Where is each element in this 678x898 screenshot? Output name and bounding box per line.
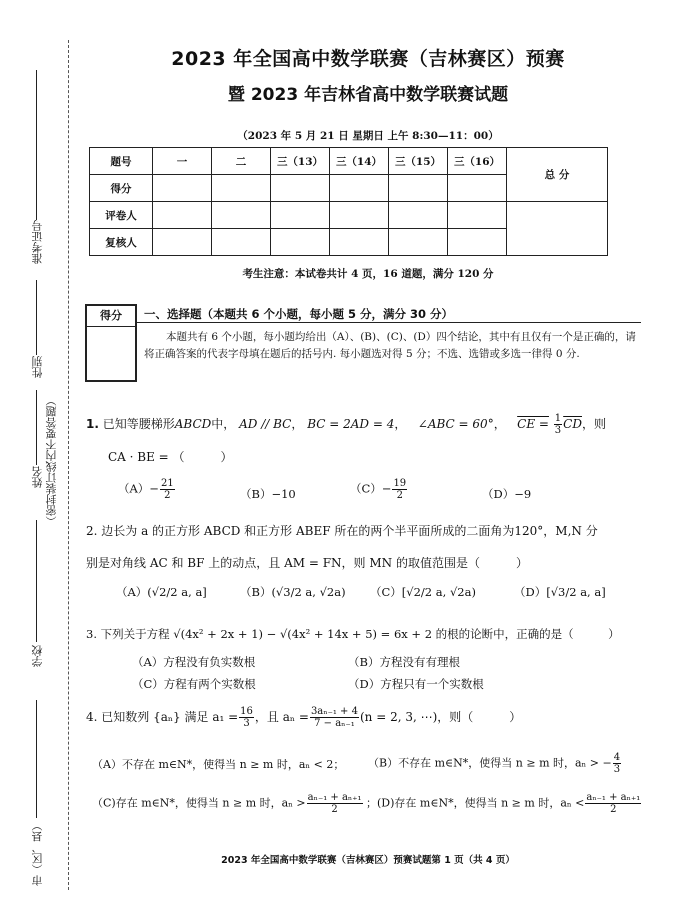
binding-line [68,40,69,890]
school-label: 学校 [31,645,44,667]
score-cell [153,175,212,202]
gender-label: 性别 [31,356,44,378]
city-label: 市（区、县） [31,820,44,886]
q4-option-c: （C)存在 m∈N*，使得当 n ≥ m 时，aₙ > $\frac{\text{aₙ₋₁ + aₙ₊₁}}{2}$ [92,792,362,815]
q4-option-d: ；(D)存在 m∈N*，使得当 n ≥ m 时，aₙ < $\frac{\text{aₙ₋₁ + aₙ₊₁}}{2}$ [366,792,641,815]
q1-fraction: $\frac{1}{3}$ [554,413,562,436]
score-cell [271,175,330,202]
score-header: 三（14） [330,148,389,175]
page-footer: 2023 年全国高中数学联赛（吉林赛区）预赛试题第 1 页（共 4 页） [221,855,515,866]
q1-text: 已知等腰梯形 [102,417,175,431]
q3-option-a: （A）方程没有负实数根 [132,655,256,669]
score-header: 三（15） [389,148,448,175]
q3-option-d: （D）方程只有一个实数根 [348,677,484,691]
score-cell [212,229,271,256]
score-row-label: 得分 [90,175,153,202]
q2-option-a: （A）(√2/2 a, a] [116,585,207,599]
score-cell [153,202,212,229]
score-cell [448,175,507,202]
q2-option-c: （C）[√2/2 a, √2a) [370,585,476,599]
score-cell [330,175,389,202]
question-2-cont: 别是对角线 AC 和 BF 上的动点，且 AM = FN，则 MN 的取值范围是（ ） [86,556,528,570]
exam-datetime: （2023 年 5 月 21 日 星期日 上午 8:30—11：00） [237,130,499,142]
section-score-box [85,304,137,382]
name-label: 姓名 [31,466,44,488]
q1-length: BC = 2AD = 4 [307,417,395,431]
score-cell [389,202,448,229]
score-cell [389,229,448,256]
question-1: 1. 已知等腰梯形ABCD中， AD // BC， BC = 2AD = 4， ∠ABC = 60°， CE = $\frac{1}{3}$ $\overline{CD}$，则 [86,413,606,436]
question-number: 1. [86,417,99,431]
q1-option-b: （B）−10 [240,487,296,501]
page-title: 2023 年全国高中数学联赛（吉林赛区）预赛 [171,48,565,70]
score-cell [271,202,330,229]
q1-option-c: （C）− $\frac{19}{2}$ [350,478,407,501]
score-row-label: 复核人 [90,229,153,256]
score-cell [448,229,507,256]
total-score-cell [507,202,608,256]
score-row-label: 评卷人 [90,202,153,229]
score-header: 题号 [90,148,153,175]
gender-line [36,280,37,355]
score-cell [330,202,389,229]
score-cell [212,175,271,202]
name-line [36,390,37,465]
section-score-label: 得分 [87,306,135,327]
q1-angle: ∠ABC = 60° [417,417,494,431]
q1-option-d: （D）−9 [482,487,532,501]
total-score-header: 总 分 [507,148,608,202]
q2-option-b: （B）(√3/2 a, √2a) [240,585,346,599]
city-line [36,700,37,818]
exam-number-label: 准考证号 [31,220,44,264]
score-header: 三（16） [448,148,507,175]
score-table [89,147,608,256]
q1-then: ，则 [581,417,606,431]
score-header: 一 [153,148,212,175]
q1-option-a: （A）− $\frac{21}{2}$ [118,478,174,501]
q4-option-a: （A）不存在 m∈N*，使得当 n ≥ m 时，aₙ < 2； [92,758,345,771]
score-cell [389,175,448,202]
score-cell [153,229,212,256]
exam-notice: 考生注意：本试卷共计 4 页，16 道题，满分 120 分 [242,268,494,280]
q1-dot-product: CA · BE = （ ） [108,450,233,464]
q1-parallel: AD // BC [239,417,292,431]
score-cell [271,229,330,256]
score-header: 二 [212,148,271,175]
question-2: 2. 边长为 a 的正方形 ABCD 和正方形 ABEF 所在的两个半平面所成的二面角为120°，M,N 分 [86,524,598,538]
q4-option-b: （B）不存在 m∈N*，使得当 n ≥ m 时，aₙ > − $\frac{4}{3}$ [368,752,621,775]
score-cell [448,202,507,229]
q3-option-c: （C）方程有两个实数根 [132,677,256,691]
question-4: 4. 已知数列 {aₙ} 满足 a₁ = $\frac{16}{3}$ ，且 aₙ = $\frac{\text{3aₙ₋₁ + 4}}{\text{7 − aₙ₋₁}}$ (n = 2, 3, ⋯)，则（ ） [86,706,522,729]
score-cell [330,229,389,256]
q1-vector-ce: CE = [517,417,549,431]
score-cell [212,202,271,229]
score-header: 三（13） [271,148,330,175]
question-3: 3. 下列关于方程 √(4x² + 2x + 1) − √(4x² + 14x + 5) = 6x + 2 的根的论断中，正确的是（ ） [86,627,620,641]
school-line [36,520,37,642]
page-subtitle: 暨 2023 年吉林省高中数学联赛试题 [227,85,509,105]
q3-option-b: （B）方程没有有理根 [348,655,460,669]
section-instructions: 本题共有 6 个小题，每小题均给出（A）、(B)、(C)、(D）四个结论，其中有且仅有一个是正确的，请将正确答案的代表字母填在题后的括号内. 每小题选对得 5 分；不选、选错或多选一律得 0 分. [144,331,636,360]
q1-text: 中， [211,417,236,431]
seal-note: （密封装订线内不要答题） [45,395,58,527]
section-rule [137,322,641,323]
q2-option-d: （D）[√3/2 a, a] [514,585,606,599]
section-title: 一、选择题（本题共 6 个小题，每小题 5 分，满分 30 分） [144,307,454,321]
